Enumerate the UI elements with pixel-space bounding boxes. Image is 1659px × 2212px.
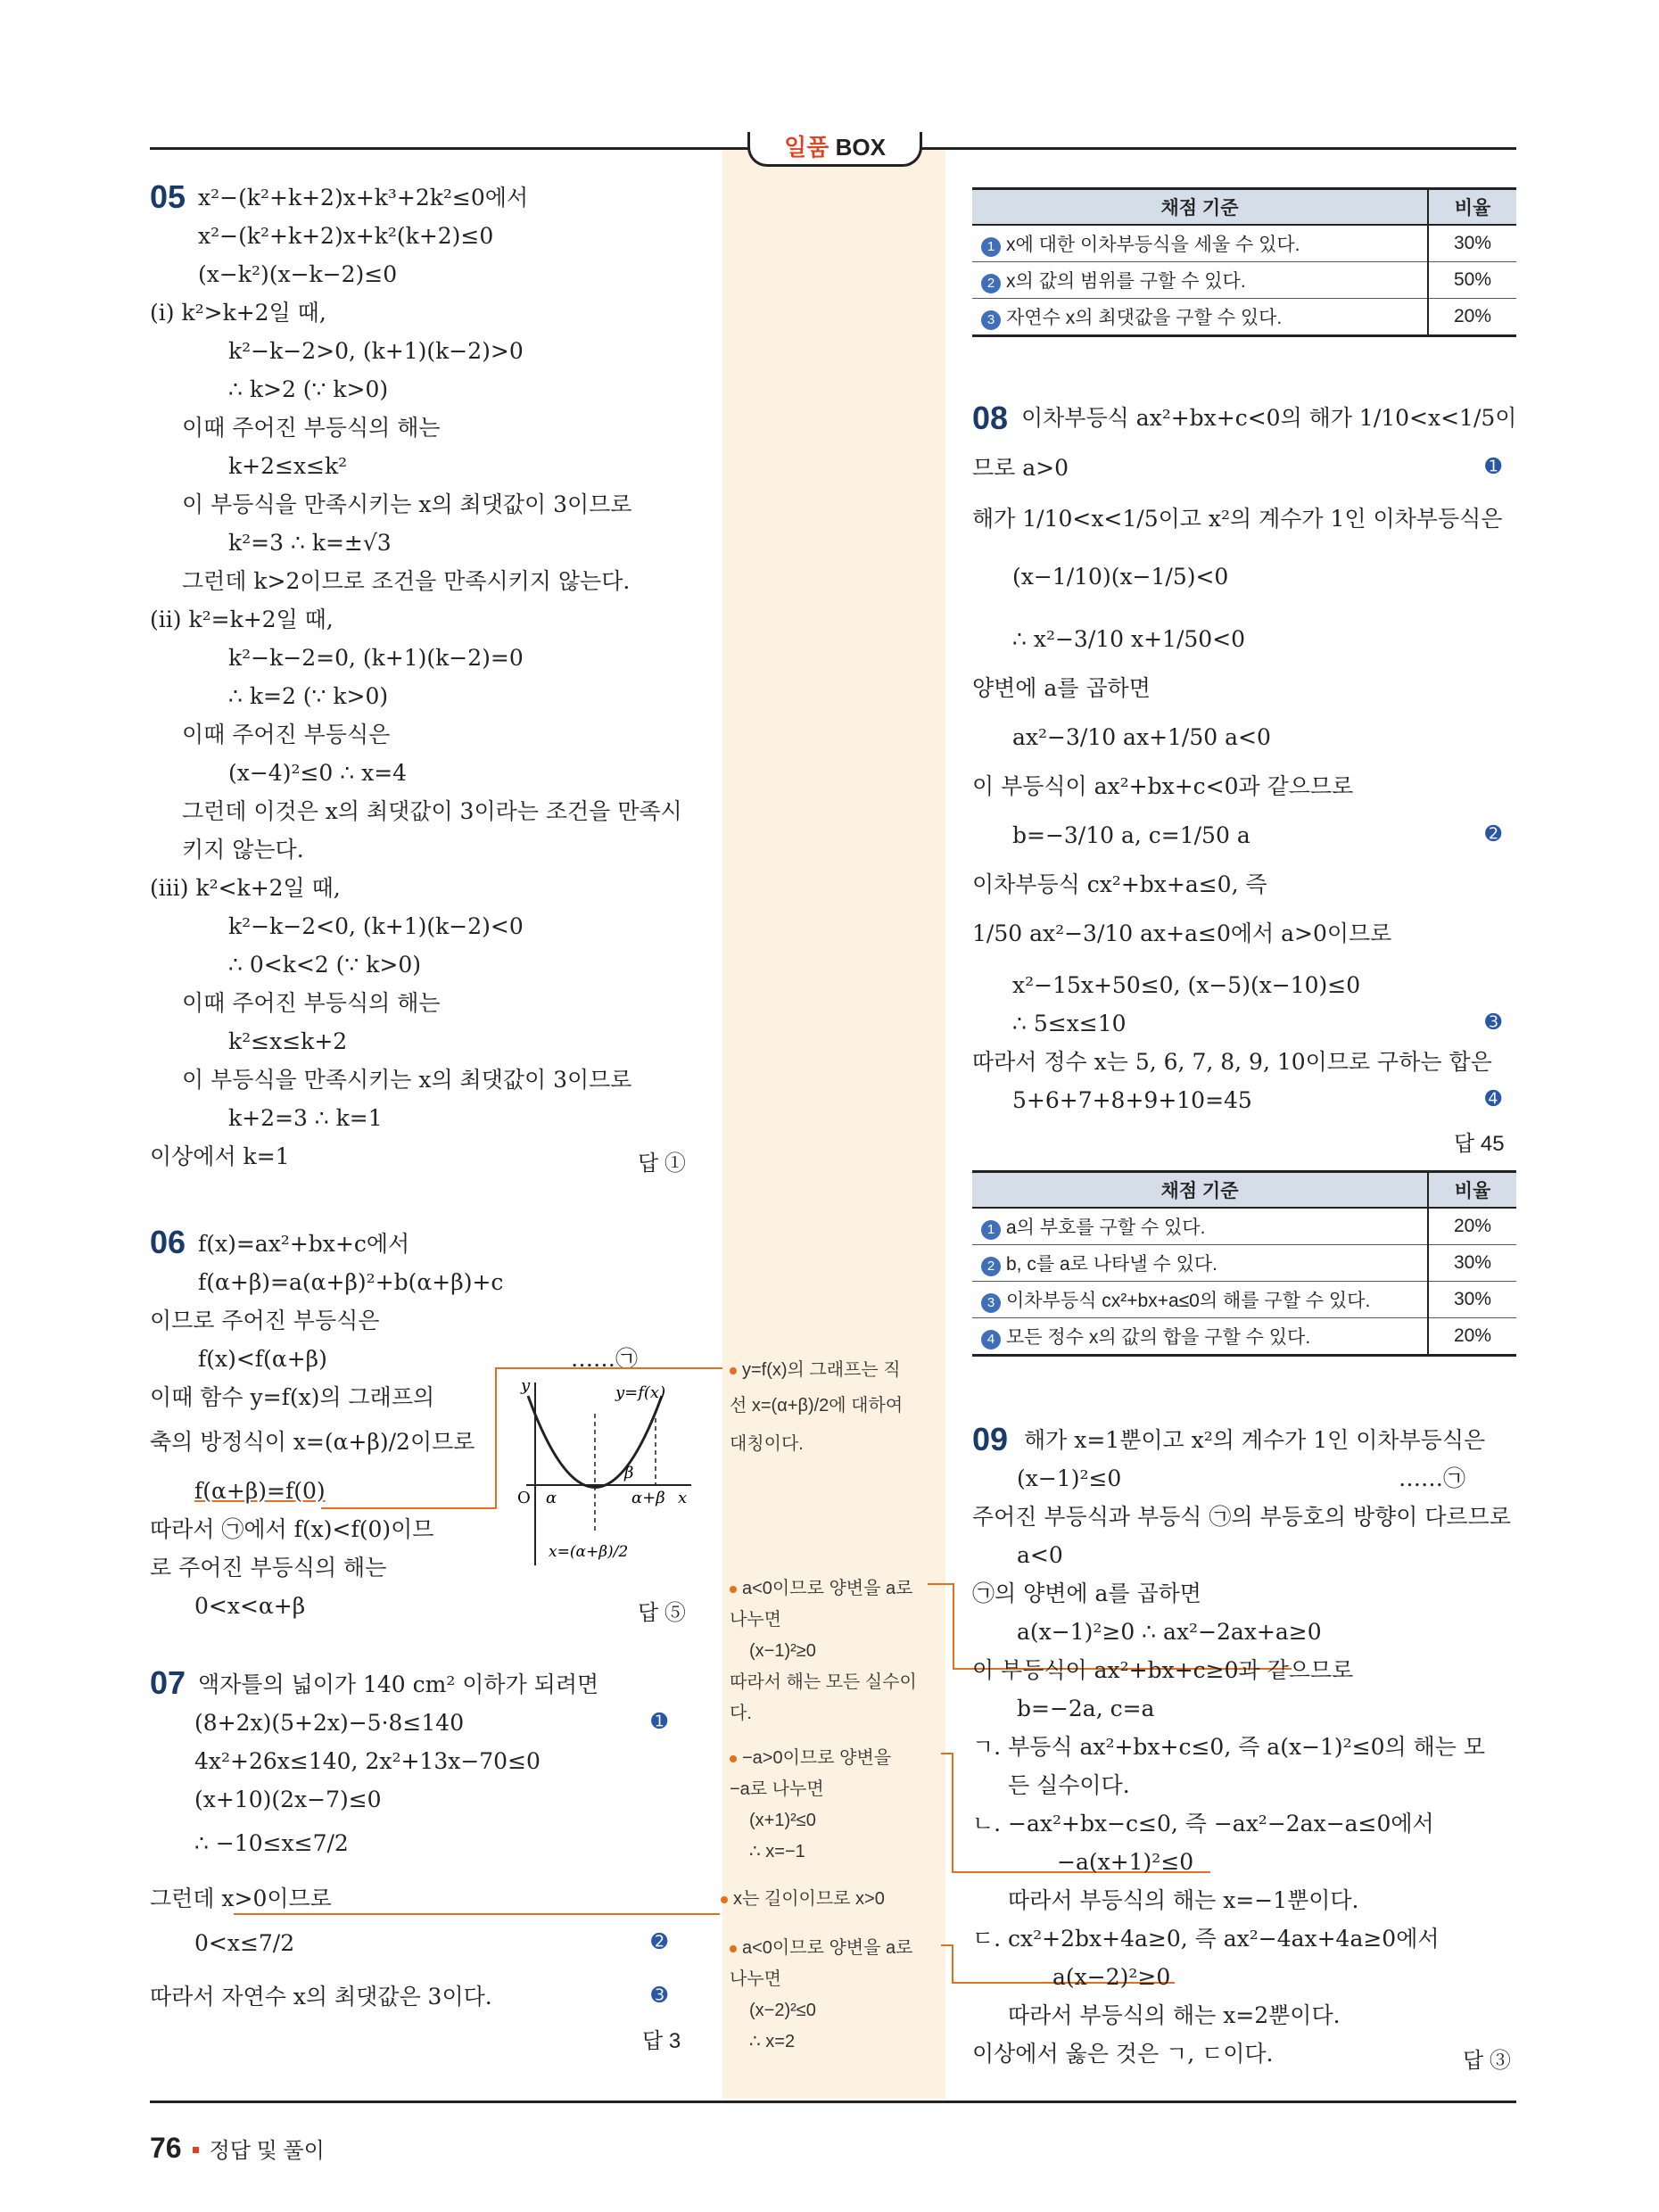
answer-05: 답 ①	[638, 1151, 686, 1176]
step-marker: ➋	[651, 1930, 668, 1952]
sol-line: ∴ 0<k<2 (∵ k>0)	[228, 952, 422, 978]
sol-line: f(x)=ax²+bx+c에서	[198, 1231, 410, 1257]
answer-07: 답 3	[642, 2029, 681, 2053]
graph-sum-label: α+β	[631, 1489, 665, 1507]
connector	[941, 1753, 953, 1873]
sol-line: 액자틀의 넓이가 140 cm² 이하가 되려면	[198, 1671, 599, 1697]
sol-line: 이차부등식 ax²+bx+c<0의 해가 1/10<x<1/5이	[1021, 405, 1517, 431]
sol-line: 0<x≤7/2	[194, 1930, 295, 1956]
connector	[234, 1913, 720, 1915]
sol-line: −a(x+1)²≤0	[1057, 1849, 1194, 1875]
sol-line: (ⅲ) k²<k+2일 때,	[150, 875, 341, 901]
table-row: 3 자연수 x의 최댓값을 구할 수 있다. 20%	[972, 299, 1516, 336]
box-column-background	[722, 150, 945, 2099]
sol-line: ∴ −10≤x≤7/2	[194, 1830, 349, 1856]
graph-beta-label: β	[624, 1464, 634, 1482]
sol-line: 4x²+26x≤140, 2x²+13x−70≤0	[194, 1748, 541, 1774]
page-number: 76	[150, 2132, 182, 2164]
step-marker: ➍	[1485, 1087, 1502, 1110]
sol-line: ∴ k=2 (∵ k>0)	[228, 683, 389, 709]
sol-line: a(x−2)²≥0	[1052, 1964, 1171, 1990]
problem-number-09: 09	[972, 1421, 1009, 1457]
step-marker: ➋	[1485, 822, 1502, 845]
step-marker: ➌	[651, 1984, 668, 2006]
sol-line: 1/50 ax²−3/10 ax+a≤0에서 a>0이므로	[972, 920, 1392, 946]
sol-line: 이때 주어진 부등식의 해는	[182, 415, 441, 441]
table-header: 비율	[1428, 189, 1516, 226]
sol-line: k+2≤x≤k²	[228, 453, 348, 479]
equation-mark-a: ……㉠	[571, 1346, 639, 1372]
sol-line: ㄴ. −ax²+bx−c≤0, 즉 −ax²−2ax−a≤0에서	[972, 1811, 1434, 1836]
sol-line: k²−k−2=0, (k+1)(k−2)=0	[228, 645, 524, 671]
graph-axis-label: x=(α+β)/2	[549, 1543, 629, 1561]
sol-line: 따라서 ㉠에서 f(x)<f(0)이므	[150, 1516, 434, 1542]
sol-line: a<0	[1017, 1542, 1063, 1568]
problem-number-08: 08	[972, 400, 1009, 436]
problem-number-06: 06	[150, 1224, 186, 1260]
sol-line: 그런데 x>0이므로	[150, 1886, 332, 1911]
sol-line: (ⅱ) k²=k+2일 때,	[150, 607, 334, 632]
sol-line: x²−(k²+k+2)x+k³+2k²≤0에서	[198, 185, 529, 210]
sol-line: b=−2a, c=a	[1017, 1696, 1155, 1721]
sol-line: f(α+β)=f(0)	[194, 1478, 326, 1504]
bottom-rule	[150, 2101, 1516, 2103]
step-marker: ➊	[1485, 455, 1502, 477]
answer-06: 답 ⑤	[638, 1601, 686, 1625]
sol-line: k²=3 ∴ k=±√3	[228, 530, 392, 556]
equation-mark-a: ……㉠	[1399, 1465, 1466, 1491]
sol-line: 이때 함수 y=f(x)의 그래프의	[150, 1384, 435, 1410]
sol-line: 따라서 자연수 x의 최댓값은 3이다.	[150, 1984, 492, 2010]
sol-line: f(α+β)=a(α+β)²+b(α+β)+c	[198, 1269, 504, 1295]
section-title: 정답 및 풀이	[209, 2139, 325, 2163]
sol-line: k²≤x≤k+2	[228, 1028, 348, 1054]
connector	[321, 1507, 495, 1509]
grading-table-07	[972, 187, 1516, 337]
sol-line: (8+2x)(5+2x)−5·8≤140	[194, 1710, 465, 1736]
table-row: 2 x의 값의 범위를 구할 수 있다. 50%	[972, 262, 1516, 299]
sol-line: 0<x<α+β	[194, 1593, 306, 1619]
table-row: 1 x에 대한 이차부등식을 세울 수 있다. 30%	[972, 225, 1516, 262]
step-marker: ➌	[1485, 1011, 1502, 1033]
sol-line: ㄷ. cx²+2bx+4a≥0, 즉 ax²−4ax+4a≥0에서	[972, 1926, 1440, 1952]
page-footer	[150, 2132, 325, 2165]
sol-line: k²−k−2>0, (k+1)(k−2)>0	[228, 338, 524, 364]
sol-line: a(x−1)²≥0 ∴ ax²−2ax+a≥0	[1017, 1619, 1322, 1645]
sol-line: 이상에서 k=1	[150, 1143, 290, 1169]
connector	[928, 1583, 954, 1670]
sol-line: 해가 1/10<x<1/5이고 x²의 계수가 1인 이차부등식은	[972, 506, 1503, 532]
sol-line: 양변에 a를 곱하면	[972, 675, 1151, 701]
problem-number-05: 05	[150, 178, 186, 215]
sol-line: x²−(k²+k+2)x+k²(k+2)≤0	[198, 223, 494, 249]
answer-09: 답 ③	[1463, 2049, 1511, 2073]
answer-08: 답 45	[1454, 1132, 1505, 1156]
sol-line: ∴ k>2 (∵ k>0)	[228, 376, 389, 402]
sol-line: (x−1/10)(x−1/5)<0	[1012, 564, 1229, 590]
sol-line: 해가 x=1뿐이고 x²의 계수가 1인 이차부등식은	[1024, 1427, 1486, 1453]
sol-line: ㄱ. 부등식 ax²+bx+c≤0, 즉 a(x−1)²≤0의 해는 모	[972, 1734, 1486, 1760]
table-row: 4 모든 정수 x의 값의 합을 구할 수 있다. 20%	[972, 1318, 1516, 1356]
sol-line: (x−4)²≤0 ∴ x=4	[228, 760, 408, 786]
sol-line: 이므로 주어진 부등식은	[150, 1308, 380, 1333]
sol-line: 이때 주어진 부등식의 해는	[182, 990, 441, 1016]
sol-line: ax²−3/10 ax+1/50 a<0	[1012, 724, 1271, 750]
sol-line: 이때 주어진 부등식은	[182, 722, 391, 747]
sol-line: 따라서 정수 x는 5, 6, 7, 8, 9, 10이므로 구하는 합은	[972, 1049, 1492, 1075]
sol-line: ㉠의 양변에 a를 곱하면	[972, 1581, 1201, 1606]
sol-line: b=−3/10 a, c=1/50 a	[1012, 822, 1250, 848]
table-header: 비율	[1428, 1172, 1516, 1209]
connector	[495, 1367, 722, 1509]
grading-table-08	[972, 1170, 1516, 1357]
table-header: 채점 기준	[972, 1172, 1428, 1209]
sol-line: 그런데 k>2이므로 조건을 만족시키지 않는다.	[182, 568, 631, 594]
sol-line: ∴ x²−3/10 x+1/50<0	[1012, 626, 1246, 652]
sol-line: 주어진 부등식과 부등식 ㉠의 부등호의 방향이 다르므로	[972, 1504, 1511, 1530]
sol-line: 로 주어진 부등식의 해는	[150, 1555, 387, 1581]
sol-line: 이 부등식이 ax²+bx+c≥0과 같으므로	[972, 1657, 1354, 1683]
sol-line: 이 부등식을 만족시키는 x의 최댓값이 3이므로	[182, 491, 632, 517]
graph-y-label: y	[521, 1378, 531, 1395]
sol-line: 그런데 이것은 x의 최댓값이 3이라는 조건을 만족시	[182, 798, 682, 824]
graph-alpha-label: α	[546, 1489, 557, 1507]
graph-x-label: x	[678, 1489, 688, 1507]
table-row: 1 a의 부호를 구할 수 있다. 20%	[972, 1208, 1516, 1245]
problem-number-07: 07	[150, 1664, 186, 1701]
sol-line: 따라서 부등식의 해는 x=−1뿐이다.	[1008, 1887, 1359, 1913]
step-marker: ➊	[651, 1710, 668, 1732]
sol-line: (x−1)²≤0	[1017, 1465, 1122, 1491]
sol-line: 따라서 부등식의 해는 x=2뿐이다.	[1008, 2002, 1341, 2028]
sol-line: k+2=3 ∴ k=1	[228, 1105, 383, 1131]
sol-line: 므로 a>0	[972, 455, 1069, 481]
table-row: 3 이차부등식 cx²+bx+a≤0의 해를 구할 수 있다. 30%	[972, 1282, 1516, 1318]
graph-origin-label: O	[517, 1489, 531, 1507]
sol-line: f(x)<f(α+β)	[198, 1346, 327, 1372]
sol-line: 이 부등식이 ax²+bx+c<0과 같으므로	[972, 773, 1354, 799]
sol-line: ∴ 5≤x≤10	[1012, 1011, 1127, 1036]
table-header: 채점 기준	[972, 189, 1428, 226]
sol-line: x²−15x+50≤0, (x−5)(x−10)≤0	[1012, 972, 1361, 998]
connector	[941, 1944, 953, 1984]
sol-line: (x−k²)(x−k−2)≤0	[198, 261, 398, 287]
sol-line: 든 실수이다.	[1008, 1772, 1130, 1798]
sol-line: 이 부등식을 만족시키는 x의 최댓값이 3이므로	[182, 1067, 632, 1093]
graph-curve-label: y=f(x)	[615, 1383, 666, 1402]
box-tab-label: 일품 BOX	[747, 132, 922, 167]
sol-line: (x+10)(2x−7)≤0	[194, 1787, 382, 1812]
sol-line: (ⅰ) k²>k+2일 때,	[150, 300, 326, 326]
sol-line: 5+6+7+8+9+10=45	[1012, 1087, 1252, 1113]
sol-line: 축의 방정식이 x=(α+β)/2이므로	[150, 1429, 475, 1455]
table-row: 2 b, c를 a로 나타낼 수 있다. 30%	[972, 1245, 1516, 1282]
sol-line: k²−k−2<0, (k+1)(k−2)<0	[228, 913, 524, 939]
sol-line: 이상에서 옳은 것은 ㄱ, ㄷ이다.	[972, 2041, 1274, 2067]
sol-line: 키지 않는다.	[182, 837, 304, 863]
sol-line: 이차부등식 cx²+bx+a≤0, 즉	[972, 871, 1267, 897]
